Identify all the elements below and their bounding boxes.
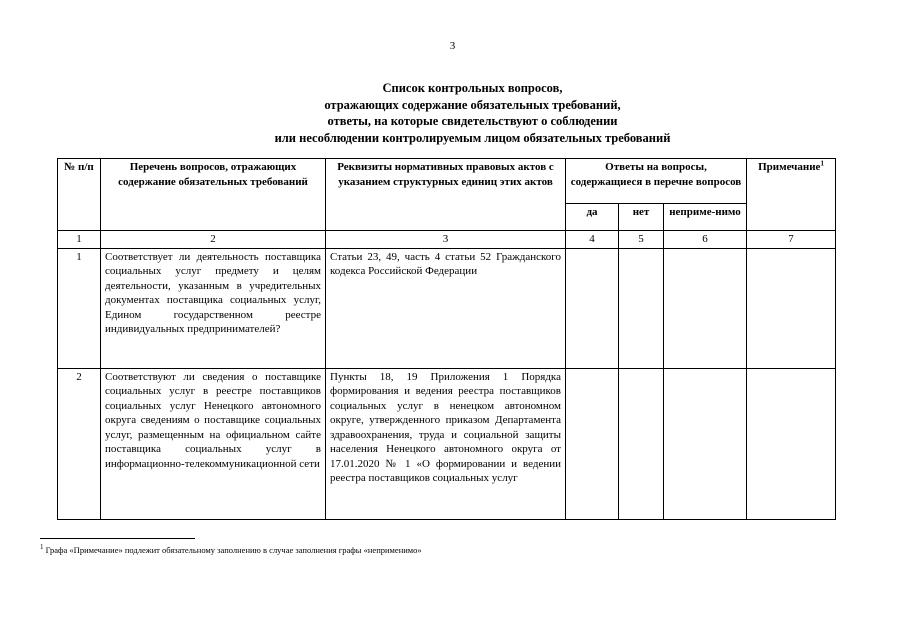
column-number: 2 <box>101 231 326 249</box>
page-number: 3 <box>449 40 456 52</box>
requisites-cell: Пункты 18, 19 Приложения 1 Порядка формирования и ведения реестра поставщиков социальных услуг в ненецком автономном округе, утвержденного приказом Департамента здравоохранения, труда и социальной защиты населения Ненецкого автономного округа от 17.01.2020 № 1 «О формировании и ведении реестра поставщиков социальных услуг <box>326 368 566 519</box>
header-num: № п/п <box>58 159 101 231</box>
header-answers: Ответы на вопросы, содержащиеся в перечне вопросов <box>566 159 747 204</box>
header-note-label: Примечание <box>758 161 821 173</box>
answer-na-cell[interactable] <box>664 248 747 368</box>
footnote-divider <box>40 538 195 539</box>
footnote <box>40 545 422 555</box>
header-answer-no: нет <box>619 204 664 231</box>
table-header-row <box>58 159 836 204</box>
header-requisites: Реквизиты нормативных правовых актов с указанием структурных единиц этих актов <box>326 159 566 231</box>
row-number: 2 <box>58 368 101 519</box>
answer-no-cell[interactable] <box>619 248 664 368</box>
column-number-row <box>58 231 836 249</box>
document-title <box>40 80 905 146</box>
column-number: 7 <box>747 231 836 249</box>
footnote-ref: 1 <box>820 159 824 168</box>
header-note <box>747 159 836 231</box>
title-line: ответы, на которые свидетельствуют о соблюдении <box>327 114 618 128</box>
header-questions: Перечень вопросов, отражающих содержание обязательных требований <box>101 159 326 231</box>
note-cell[interactable] <box>747 368 836 519</box>
footnote-mark: 1 <box>40 543 44 552</box>
requisites-cell: Статьи 23, 49, часть 4 статьи 52 Гражданского кодекса Российской Федерации <box>326 248 566 368</box>
answer-yes-cell[interactable] <box>566 368 619 519</box>
table-row <box>58 248 836 368</box>
header-answer-yes: да <box>566 204 619 231</box>
row-number: 1 <box>58 248 101 368</box>
column-number: 6 <box>664 231 747 249</box>
footnote-text: Графа «Примечание» подлежит обязательному заполнению в случае заполнения графы «неприменимо» <box>45 545 422 555</box>
table-row <box>58 368 836 519</box>
column-number: 4 <box>566 231 619 249</box>
answer-yes-cell[interactable] <box>566 248 619 368</box>
column-number: 5 <box>619 231 664 249</box>
note-cell[interactable] <box>747 248 836 368</box>
column-number: 3 <box>326 231 566 249</box>
title-line: Список контрольных вопросов, <box>382 81 563 95</box>
question-cell: Соответствуют ли сведения о поставщике социальных услуг в реестре поставщиков социальных услуг Ненецкого автономного округа сведениям о поставщике социальных услуг, размещенным на официальном сайте поставщика социальных услуг в информационно-телекоммуникационной сети <box>101 368 326 519</box>
header-answer-na: неприме-нимо <box>664 204 747 231</box>
checklist-table <box>57 158 836 520</box>
column-number: 1 <box>58 231 101 249</box>
question-cell: Соответствует ли деятельность поставщика социальных услуг предмету и целям деятельности, указанным в учредительных документах поставщика социальных услуг, Едином государственном реестре индивидуальных предпринимателей? <box>101 248 326 368</box>
answer-na-cell[interactable] <box>664 368 747 519</box>
answer-no-cell[interactable] <box>619 368 664 519</box>
title-line: отражающих содержание обязательных требований, <box>324 97 621 112</box>
title-line: или несоблюдении контролируемым лицом обязательных требований <box>274 130 671 145</box>
